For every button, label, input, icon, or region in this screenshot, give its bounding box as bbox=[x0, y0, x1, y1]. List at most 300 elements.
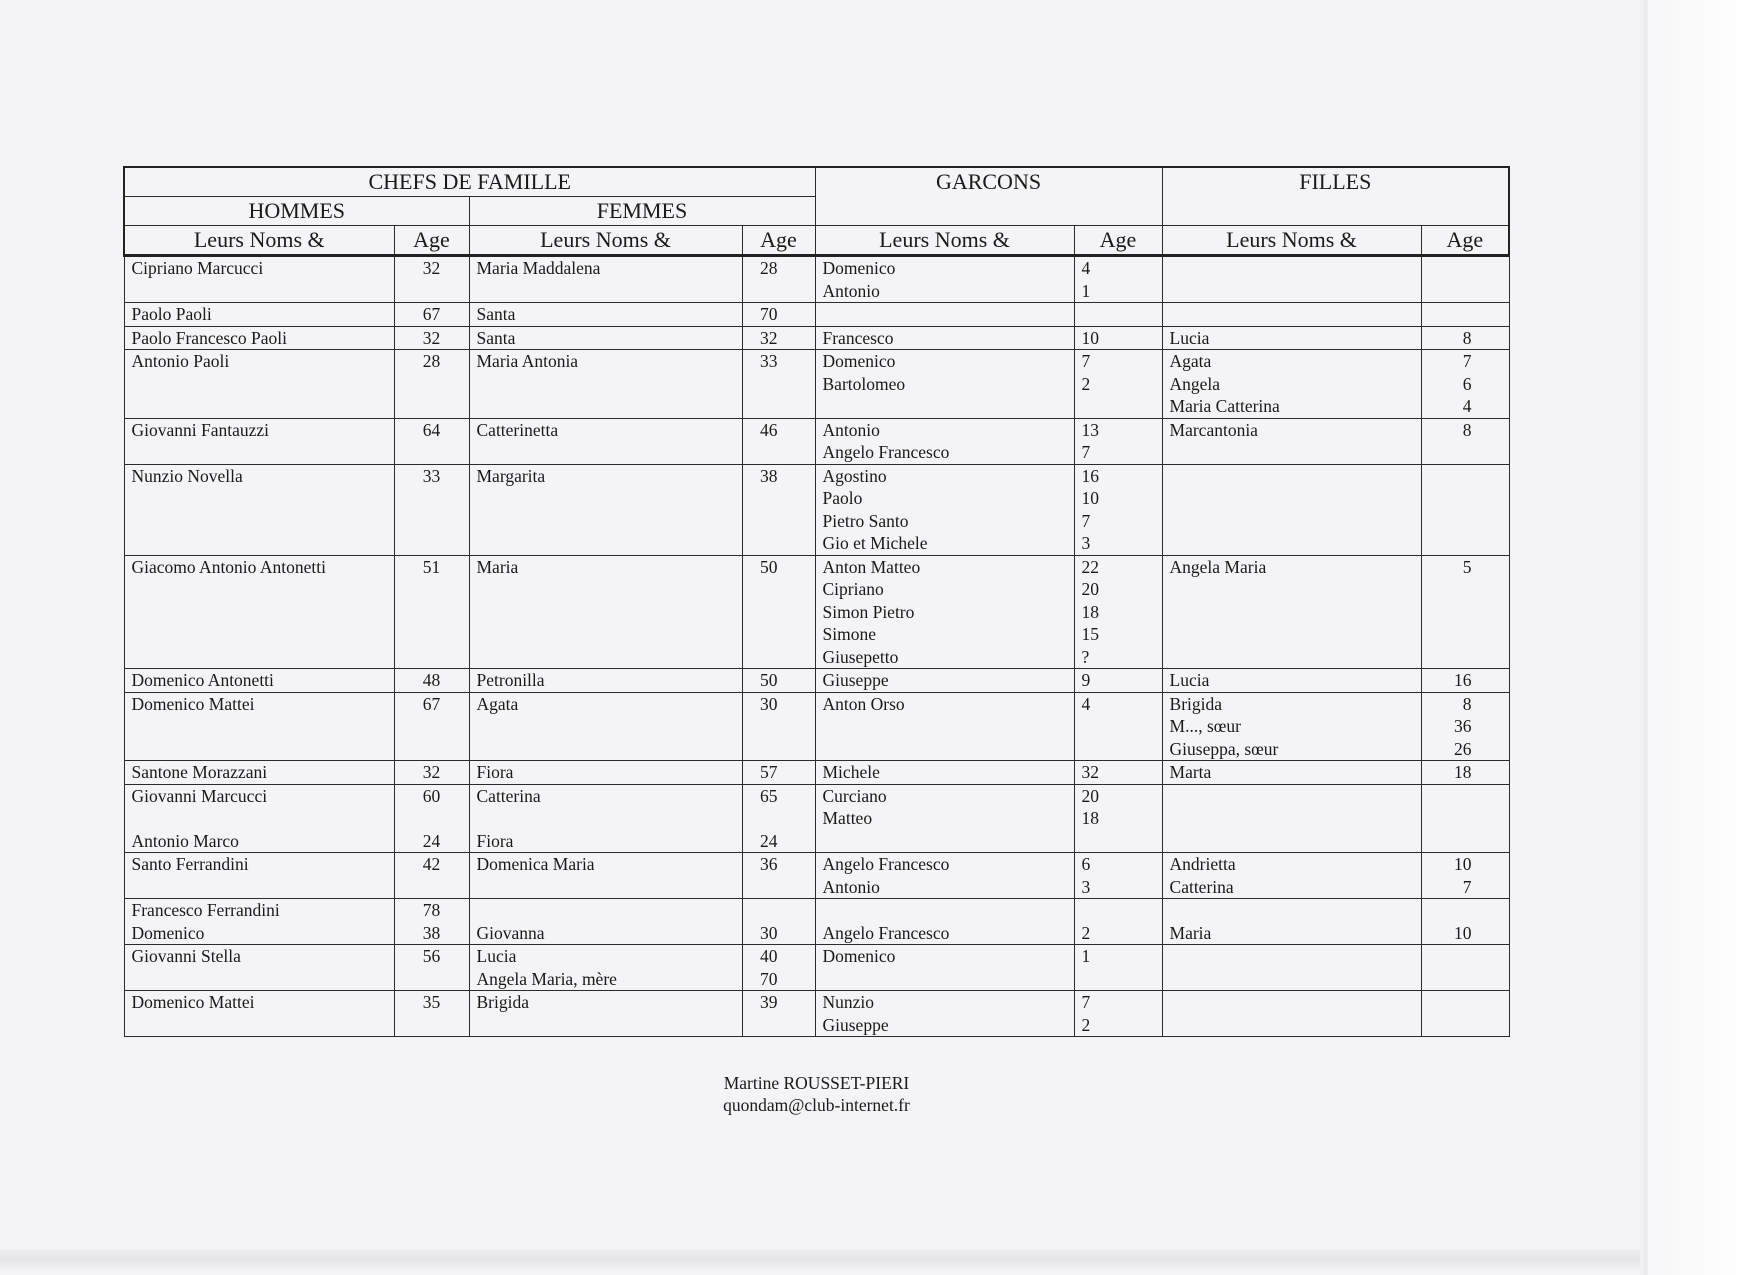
table-row bbox=[124, 555, 1509, 669]
hommes-age: 67 bbox=[422, 304, 441, 324]
garcons-age bbox=[1082, 899, 1162, 922]
empty-line bbox=[1082, 395, 1162, 418]
empty-line bbox=[1422, 257, 1472, 280]
garcons-name: Agostino bbox=[822, 465, 887, 486]
hommes-name: Santo Ferrandini bbox=[131, 854, 249, 874]
empty-line bbox=[477, 646, 735, 669]
hommes-name: Domenico bbox=[131, 922, 205, 943]
filles-age: 4 bbox=[1462, 396, 1472, 416]
femmes-names-cell bbox=[469, 784, 742, 853]
col-garcons-age: Age bbox=[1074, 226, 1162, 256]
filles-ages-cell bbox=[1421, 853, 1509, 899]
femmes-age: 50 bbox=[760, 670, 778, 690]
garcons-age: 10 bbox=[1081, 488, 1099, 508]
femmes-age: 36 bbox=[760, 854, 778, 874]
empty-line bbox=[1170, 945, 1414, 968]
garcons-age: 16 bbox=[1081, 465, 1099, 486]
garcons-ages-cell bbox=[1074, 256, 1162, 303]
empty-line bbox=[477, 280, 735, 303]
empty-line bbox=[1170, 510, 1414, 533]
hommes-ages-cell bbox=[394, 899, 469, 945]
hommes-ages-cell bbox=[394, 256, 469, 303]
femmes-names-cell bbox=[469, 853, 742, 899]
empty-line bbox=[477, 601, 735, 624]
empty-line bbox=[1082, 968, 1162, 991]
garcons-names-cell bbox=[815, 945, 1074, 991]
garcons-age: 3 bbox=[1081, 876, 1091, 897]
femmes-name: Santa bbox=[476, 327, 516, 348]
garcons-names-cell bbox=[815, 555, 1074, 669]
hommes-name: Paolo Paoli bbox=[131, 304, 212, 324]
hommes-age: 42 bbox=[422, 854, 441, 874]
femmes-age: 30 bbox=[760, 922, 778, 943]
empty-line bbox=[395, 578, 469, 601]
femmes-age: 40 bbox=[760, 946, 778, 966]
hommes-ages-cell bbox=[394, 303, 469, 327]
garcons-age: 4 bbox=[1081, 693, 1091, 714]
hommes-names-cell bbox=[124, 256, 394, 303]
hommes-name: Domenico Mattei bbox=[131, 693, 255, 714]
hommes-age: 56 bbox=[422, 946, 441, 966]
garcons-age: 1 bbox=[1081, 280, 1091, 301]
filles-ages-cell bbox=[1421, 555, 1509, 669]
hommes-name bbox=[132, 807, 387, 830]
empty-line bbox=[743, 623, 778, 646]
garcons-name: Pietro Santo bbox=[822, 510, 909, 531]
empty-line bbox=[1170, 487, 1414, 510]
garcons-name: Antonio bbox=[822, 280, 880, 301]
femmes-name: Maria Antonia bbox=[476, 351, 579, 371]
hommes-name: Santone Morazzani bbox=[131, 762, 268, 782]
header-hommes: HOMMES bbox=[124, 197, 469, 226]
hommes-age: 32 bbox=[422, 327, 441, 348]
empty-line bbox=[743, 876, 778, 899]
hommes-age: 51 bbox=[422, 556, 441, 577]
empty-line bbox=[1422, 441, 1472, 464]
femmes-ages-cell bbox=[742, 761, 815, 785]
empty-line bbox=[477, 876, 735, 899]
empty-line bbox=[395, 510, 469, 533]
empty-line bbox=[132, 578, 387, 601]
hommes-ages-cell bbox=[394, 784, 469, 853]
empty-line bbox=[1170, 623, 1414, 646]
garcons-names-cell bbox=[815, 784, 1074, 853]
filles-name: Lucia bbox=[1169, 327, 1210, 348]
empty-line bbox=[1170, 646, 1414, 669]
garcons-ages-cell bbox=[1074, 350, 1162, 419]
garcons-name: Giusepetto bbox=[822, 646, 899, 667]
femmes-age: 38 bbox=[760, 465, 778, 486]
empty-line bbox=[1422, 646, 1472, 669]
hommes-age: 33 bbox=[422, 465, 441, 486]
filles-name: Maria Catterina bbox=[1169, 396, 1280, 416]
femmes-age: 57 bbox=[760, 762, 778, 782]
empty-line bbox=[395, 532, 469, 555]
filles-ages-cell bbox=[1421, 991, 1509, 1037]
table-row bbox=[124, 326, 1509, 350]
filles-names-cell bbox=[1162, 669, 1421, 693]
empty-line bbox=[132, 715, 387, 738]
filles-name bbox=[1170, 899, 1414, 922]
garcons-names-cell bbox=[815, 418, 1074, 464]
femmes-age: 24 bbox=[760, 830, 778, 851]
garcons-age: 15 bbox=[1081, 624, 1099, 644]
filles-age: 6 bbox=[1462, 373, 1472, 394]
garcons-name: Angelo Francesco bbox=[822, 922, 950, 943]
garcons-name: Nunzio bbox=[822, 992, 875, 1012]
garcons-name: Curciano bbox=[822, 785, 887, 806]
empty-line bbox=[395, 876, 469, 899]
hommes-name: Giovanni Fantauzzi bbox=[131, 419, 270, 440]
femmes-names-cell bbox=[469, 256, 742, 303]
femmes-age: 30 bbox=[760, 693, 778, 714]
empty-line bbox=[1422, 280, 1472, 303]
garcons-names-cell bbox=[815, 303, 1074, 327]
garcons-names-cell bbox=[815, 326, 1074, 350]
hommes-name: Giovanni Stella bbox=[131, 946, 241, 966]
femmes-ages-cell bbox=[742, 853, 815, 899]
hommes-name: Domenico Mattei bbox=[131, 992, 255, 1012]
empty-line bbox=[395, 373, 469, 396]
hommes-age: 24 bbox=[422, 830, 441, 851]
col-hommes-age: Age bbox=[394, 226, 469, 256]
filles-age: 7 bbox=[1462, 876, 1472, 897]
empty-line bbox=[132, 395, 387, 418]
hommes-name: Paolo Francesco Paoli bbox=[131, 327, 288, 348]
garcons-ages-cell bbox=[1074, 945, 1162, 991]
garcons-age: 7 bbox=[1081, 442, 1091, 462]
empty-line bbox=[743, 532, 778, 555]
hommes-age bbox=[395, 807, 469, 830]
table-row bbox=[124, 945, 1509, 991]
filles-names-cell bbox=[1162, 784, 1421, 853]
hommes-age: 67 bbox=[422, 693, 441, 714]
garcons-ages-cell bbox=[1074, 899, 1162, 945]
filles-names-cell bbox=[1162, 326, 1421, 350]
empty-line bbox=[1422, 601, 1472, 624]
garcons-name: Giuseppe bbox=[822, 1014, 889, 1035]
empty-line bbox=[743, 578, 778, 601]
garcons-names-cell bbox=[815, 350, 1074, 419]
garcons-ages-cell bbox=[1074, 991, 1162, 1037]
garcons-ages-cell bbox=[1074, 761, 1162, 785]
empty-line bbox=[1082, 715, 1162, 738]
hommes-ages-cell bbox=[394, 326, 469, 350]
empty-line bbox=[395, 487, 469, 510]
hommes-names-cell bbox=[124, 350, 394, 419]
garcons-age: 4 bbox=[1081, 258, 1091, 278]
femmes-age: 65 bbox=[760, 785, 778, 806]
empty-line bbox=[477, 510, 735, 533]
garcons-names-cell bbox=[815, 669, 1074, 693]
empty-line bbox=[395, 968, 469, 991]
garcons-name: Domenico bbox=[822, 258, 896, 278]
empty-line bbox=[1170, 807, 1414, 830]
header-chefs-de-famille: CHEFS DE FAMILLE bbox=[124, 167, 815, 197]
empty-line bbox=[1170, 601, 1414, 624]
femmes-ages-cell bbox=[742, 256, 815, 303]
empty-line bbox=[1170, 1014, 1414, 1037]
hommes-names-cell bbox=[124, 692, 394, 761]
hommes-name: Domenico Antonetti bbox=[131, 670, 274, 690]
filles-name: Catterina bbox=[1169, 876, 1234, 897]
garcons-names-cell bbox=[815, 991, 1074, 1037]
filles-ages-cell bbox=[1421, 256, 1509, 303]
filles-age: 18 bbox=[1454, 762, 1472, 782]
hommes-name: Nunzio Novella bbox=[131, 465, 243, 486]
filles-age: 8 bbox=[1462, 693, 1472, 714]
empty-line bbox=[1422, 991, 1472, 1014]
hommes-names-cell bbox=[124, 326, 394, 350]
empty-line bbox=[1170, 968, 1414, 991]
garcons-name: Simon Pietro bbox=[822, 601, 915, 622]
empty-line bbox=[823, 968, 1067, 991]
femmes-names-cell bbox=[469, 350, 742, 419]
filles-name: Angela bbox=[1169, 373, 1221, 394]
garcons-age: 2 bbox=[1081, 1014, 1091, 1035]
empty-line bbox=[743, 395, 778, 418]
femmes-name: Lucia bbox=[476, 946, 517, 966]
empty-line bbox=[823, 395, 1067, 418]
empty-line bbox=[743, 280, 778, 303]
empty-line bbox=[743, 1014, 778, 1037]
table-row bbox=[124, 418, 1509, 464]
empty-line bbox=[477, 373, 735, 396]
garcons-age: 7 bbox=[1081, 992, 1091, 1012]
garcons-ages-cell bbox=[1074, 692, 1162, 761]
col-filles-noms: Leurs Noms & bbox=[1162, 226, 1421, 256]
garcons-age: 1 bbox=[1081, 946, 1091, 966]
femmes-age bbox=[743, 899, 778, 922]
filles-name: Marta bbox=[1169, 762, 1212, 782]
empty-line bbox=[823, 830, 1067, 853]
femmes-name: Giovanna bbox=[476, 922, 545, 943]
header-femmes: FEMMES bbox=[469, 197, 815, 226]
census-body bbox=[124, 256, 1509, 1037]
garcons-names-cell bbox=[815, 256, 1074, 303]
garcons-name: Domenico bbox=[822, 946, 896, 966]
femmes-name: Agata bbox=[476, 693, 519, 714]
table-row bbox=[124, 899, 1509, 945]
table-row bbox=[124, 303, 1509, 327]
hommes-ages-cell bbox=[394, 761, 469, 785]
filles-name: Marcantonia bbox=[1169, 419, 1258, 440]
filles-ages-cell bbox=[1421, 784, 1509, 853]
empty-line bbox=[1422, 303, 1472, 326]
garcons-names-cell bbox=[815, 464, 1074, 555]
femmes-names-cell bbox=[469, 303, 742, 327]
garcons-names-cell bbox=[815, 692, 1074, 761]
garcons-name: Antonio bbox=[822, 419, 880, 440]
hommes-ages-cell bbox=[394, 464, 469, 555]
femmes-name: Catterina bbox=[476, 785, 541, 806]
empty-line bbox=[132, 1014, 387, 1037]
empty-line bbox=[1170, 785, 1414, 808]
femmes-ages-cell bbox=[742, 418, 815, 464]
filles-names-cell bbox=[1162, 991, 1421, 1037]
hommes-names-cell bbox=[124, 945, 394, 991]
hommes-name: Giovanni Marcucci bbox=[131, 785, 268, 806]
empty-line bbox=[477, 487, 735, 510]
garcons-name: Antonio bbox=[822, 876, 880, 897]
filles-age: 7 bbox=[1462, 351, 1472, 371]
empty-line bbox=[823, 303, 1067, 326]
footer-email: quondam@club-internet.fr bbox=[723, 1095, 910, 1115]
table-row bbox=[124, 256, 1509, 303]
empty-line bbox=[1170, 830, 1414, 853]
filles-ages-cell bbox=[1421, 350, 1509, 419]
femmes-name bbox=[477, 899, 735, 922]
garcons-age: 6 bbox=[1081, 854, 1091, 874]
garcons-age: 2 bbox=[1081, 373, 1091, 394]
femmes-ages-cell bbox=[742, 669, 815, 693]
femmes-name: Fiora bbox=[476, 762, 514, 782]
empty-line bbox=[1422, 510, 1472, 533]
empty-line bbox=[132, 646, 387, 669]
empty-line bbox=[743, 715, 778, 738]
femmes-names-cell bbox=[469, 692, 742, 761]
hommes-ages-cell bbox=[394, 853, 469, 899]
empty-line bbox=[743, 646, 778, 669]
garcons-age: 13 bbox=[1081, 419, 1099, 440]
garcons-ages-cell bbox=[1074, 464, 1162, 555]
empty-line bbox=[132, 601, 387, 624]
table-row bbox=[124, 464, 1509, 555]
garcons-names-cell bbox=[815, 761, 1074, 785]
filles-age: 10 bbox=[1454, 854, 1472, 874]
garcons-ages-cell bbox=[1074, 853, 1162, 899]
filles-age bbox=[1422, 899, 1472, 922]
garcons-age: 20 bbox=[1081, 785, 1099, 806]
femmes-ages-cell bbox=[742, 555, 815, 669]
empty-line bbox=[132, 373, 387, 396]
hommes-name: Antonio Marco bbox=[131, 830, 239, 851]
empty-line bbox=[395, 715, 469, 738]
filles-names-cell bbox=[1162, 853, 1421, 899]
filles-age: 5 bbox=[1462, 556, 1472, 577]
femmes-name: Fiora bbox=[476, 830, 514, 851]
femmes-names-cell bbox=[469, 555, 742, 669]
empty-line bbox=[132, 487, 387, 510]
census-table bbox=[123, 166, 1510, 1037]
garcons-name: Simone bbox=[822, 624, 876, 644]
empty-line bbox=[1082, 830, 1162, 853]
femmes-age: 39 bbox=[760, 992, 778, 1012]
garcons-names-cell bbox=[815, 899, 1074, 945]
femmes-name: Petronilla bbox=[476, 670, 545, 690]
empty-line bbox=[823, 715, 1067, 738]
empty-line bbox=[743, 441, 778, 464]
filles-age: 16 bbox=[1454, 670, 1472, 690]
table-row bbox=[124, 784, 1509, 853]
femmes-names-cell bbox=[469, 991, 742, 1037]
filles-names-cell bbox=[1162, 350, 1421, 419]
femmes-age: 70 bbox=[760, 304, 778, 324]
empty-line bbox=[477, 578, 735, 601]
hommes-age: 78 bbox=[422, 900, 441, 920]
hommes-name: Francesco Ferrandini bbox=[131, 900, 280, 920]
hommes-names-cell bbox=[124, 899, 394, 945]
filles-name: Brigida bbox=[1169, 693, 1223, 714]
femmes-age: 46 bbox=[760, 419, 778, 440]
hommes-names-cell bbox=[124, 991, 394, 1037]
femmes-ages-cell bbox=[742, 945, 815, 991]
garcons-name: Bartolomeo bbox=[822, 373, 906, 394]
col-femmes-age: Age bbox=[742, 226, 815, 256]
hommes-age: 35 bbox=[422, 992, 441, 1012]
col-hommes-noms: Leurs Noms & bbox=[124, 226, 394, 256]
hommes-age: 32 bbox=[422, 258, 441, 278]
hommes-age: 32 bbox=[422, 762, 441, 782]
hommes-names-cell bbox=[124, 303, 394, 327]
empty-line bbox=[477, 395, 735, 418]
femmes-age: 50 bbox=[760, 556, 778, 577]
garcons-ages-cell bbox=[1074, 303, 1162, 327]
table-row bbox=[124, 853, 1509, 899]
femmes-ages-cell bbox=[742, 784, 815, 853]
filles-names-cell bbox=[1162, 256, 1421, 303]
femmes-names-cell bbox=[469, 418, 742, 464]
garcons-ages-cell bbox=[1074, 784, 1162, 853]
femmes-age: 70 bbox=[760, 968, 778, 989]
empty-line bbox=[1422, 487, 1472, 510]
garcons-ages-cell bbox=[1074, 669, 1162, 693]
filles-names-cell bbox=[1162, 761, 1421, 785]
garcons-age: 3 bbox=[1081, 533, 1091, 553]
hommes-names-cell bbox=[124, 464, 394, 555]
hommes-name: Giacomo Antonio Antonetti bbox=[131, 556, 326, 577]
garcons-name: Angelo Francesco bbox=[822, 442, 950, 462]
femmes-age: 33 bbox=[760, 351, 778, 371]
empty-line bbox=[132, 876, 387, 899]
empty-line bbox=[743, 373, 778, 396]
femmes-ages-cell bbox=[742, 326, 815, 350]
filles-ages-cell bbox=[1421, 899, 1509, 945]
table-row bbox=[124, 692, 1509, 761]
garcons-name: Michele bbox=[822, 762, 880, 782]
filles-name: Angela Maria bbox=[1169, 556, 1267, 577]
hommes-ages-cell bbox=[394, 669, 469, 693]
footer-author: Martine ROUSSET-PIERI bbox=[723, 1073, 910, 1093]
empty-line bbox=[1082, 303, 1162, 326]
garcons-age: 18 bbox=[1081, 808, 1099, 828]
header-garcons: GARCONS bbox=[815, 167, 1162, 226]
empty-line bbox=[1422, 578, 1472, 601]
femmes-names-cell bbox=[469, 669, 742, 693]
filles-age: 8 bbox=[1462, 419, 1472, 440]
empty-line bbox=[477, 623, 735, 646]
empty-line bbox=[1170, 578, 1414, 601]
empty-line bbox=[1422, 830, 1472, 853]
femmes-ages-cell bbox=[742, 303, 815, 327]
empty-line bbox=[1422, 945, 1472, 968]
femmes-name: Domenica Maria bbox=[476, 854, 595, 874]
filles-ages-cell bbox=[1421, 326, 1509, 350]
hommes-names-cell bbox=[124, 669, 394, 693]
filles-ages-cell bbox=[1421, 761, 1509, 785]
empty-line bbox=[395, 601, 469, 624]
hommes-name: Antonio Paoli bbox=[131, 351, 230, 371]
hommes-age: 28 bbox=[422, 351, 441, 371]
femmes-name: Brigida bbox=[476, 992, 529, 1012]
garcons-name: Matteo bbox=[822, 808, 873, 828]
femmes-name: Angela Maria, mère bbox=[476, 968, 617, 989]
filles-names-cell bbox=[1162, 899, 1421, 945]
hommes-age: 38 bbox=[422, 922, 441, 943]
empty-line bbox=[132, 280, 387, 303]
empty-line bbox=[395, 646, 469, 669]
filles-name: M..., sœur bbox=[1169, 716, 1241, 736]
